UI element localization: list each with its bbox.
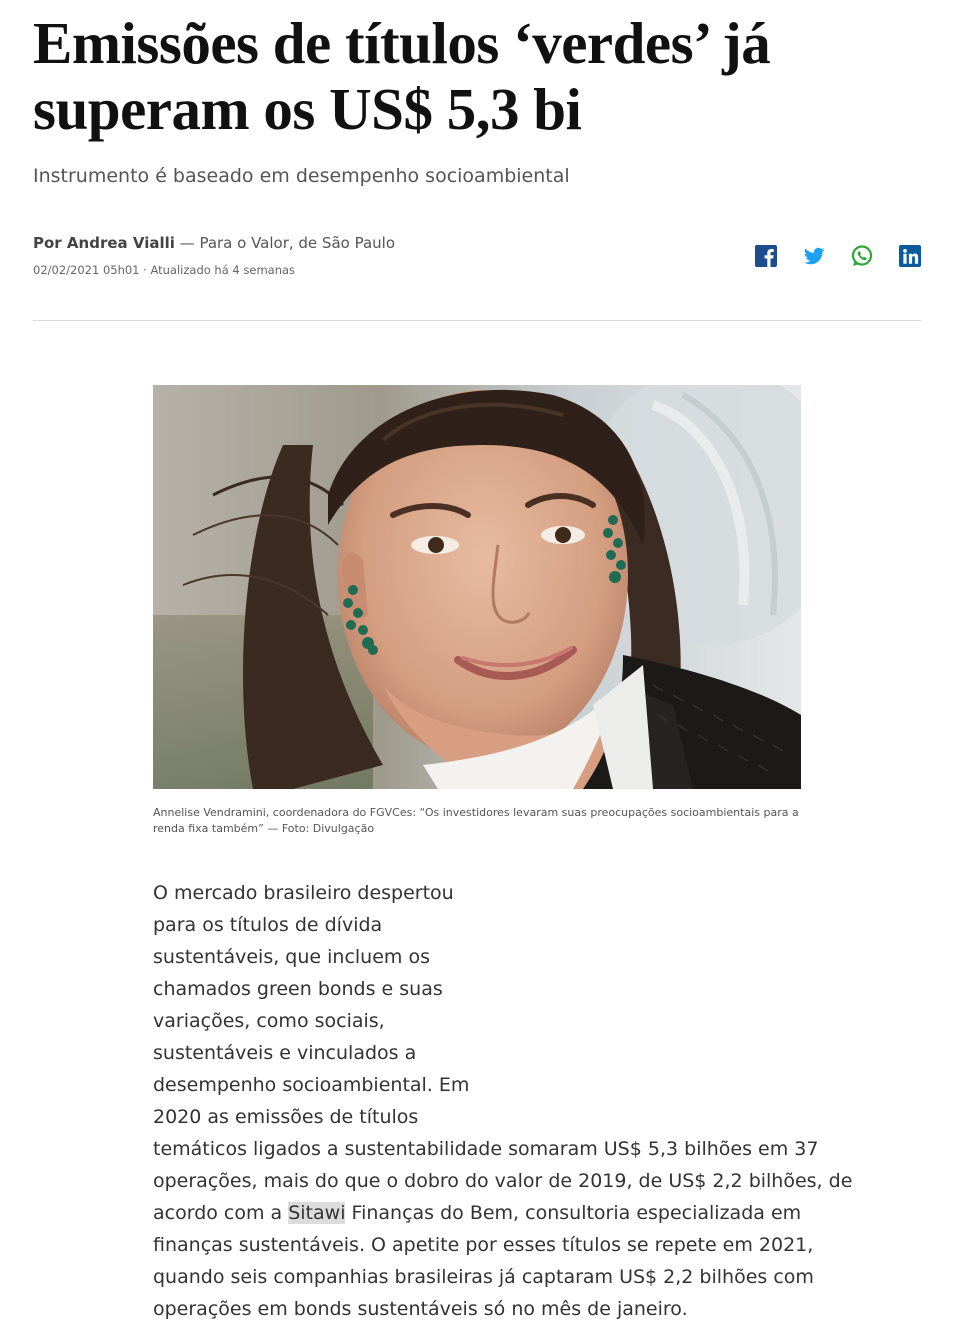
article-paragraph	[153, 877, 853, 1325]
byline	[33, 234, 395, 252]
paragraph-line: O mercado brasileiro despertou	[153, 882, 454, 904]
share-bar	[753, 243, 923, 269]
paragraph-line: 2020 as emissões de títulos	[153, 1106, 419, 1128]
sitawi-link[interactable]: Sitawi	[288, 1202, 346, 1224]
article-subtitle: Instrumento é baseado em desempenho socioambiental	[33, 165, 570, 187]
paragraph-line: sustentáveis e vinculados a	[153, 1042, 417, 1064]
link-line-post: Finanças do Bem, consultoria especializada em	[345, 1202, 802, 1224]
article-photo[interactable]	[153, 385, 801, 789]
article-headline: Emissões de títulos ‘verdes’ já superam os US$ 5,3 bi	[33, 10, 771, 142]
paragraph-line: operações, mais do que o dobro do valor de 2019, de US$ 2,2 bilhões, de	[153, 1170, 853, 1192]
paragraph-line: sustentáveis, que incluem os	[153, 946, 430, 968]
paragraph-line: operações em bonds sustentáveis só no mês de janeiro.	[153, 1298, 688, 1320]
paragraph-line: finanças sustentáveis. O apetite por esses títulos se repete em 2021,	[153, 1234, 814, 1256]
paragraph-line: desempenho socioambiental. Em	[153, 1074, 470, 1096]
whatsapp-icon[interactable]	[849, 243, 875, 269]
paragraph-line: variações, como sociais,	[153, 1010, 385, 1032]
facebook-icon[interactable]	[753, 243, 779, 269]
dateline: 02/02/2021 05h01 · Atualizado há 4 semanas	[33, 263, 296, 277]
paragraph-line: temáticos ligados a sustentabilidade somaram US$ 5,3 bilhões em 37	[153, 1138, 819, 1160]
linkedin-icon[interactable]	[897, 243, 923, 269]
paragraph-line: quando seis companhias brasileiras já captaram US$ 2,2 bilhões com	[153, 1266, 814, 1288]
paragraph-line: chamados green bonds e suas	[153, 978, 443, 1000]
photo-caption: Annelise Vendramini, coordenadora do FGVCes: “Os investidores levaram suas preocupações socioambientais para a renda fixa também” — Foto: Divulgação	[153, 806, 799, 835]
paragraph-line	[153, 1197, 853, 1229]
portrait-image	[153, 385, 801, 789]
paragraph-line: para os títulos de dívida	[153, 914, 383, 936]
link-line-pre: acordo com a	[153, 1202, 289, 1224]
byline-source: — Para o Valor, de São Paulo	[174, 234, 396, 252]
header-divider	[33, 320, 921, 321]
twitter-icon[interactable]	[801, 243, 827, 269]
author-name[interactable]: Por Andrea Vialli	[33, 234, 175, 252]
